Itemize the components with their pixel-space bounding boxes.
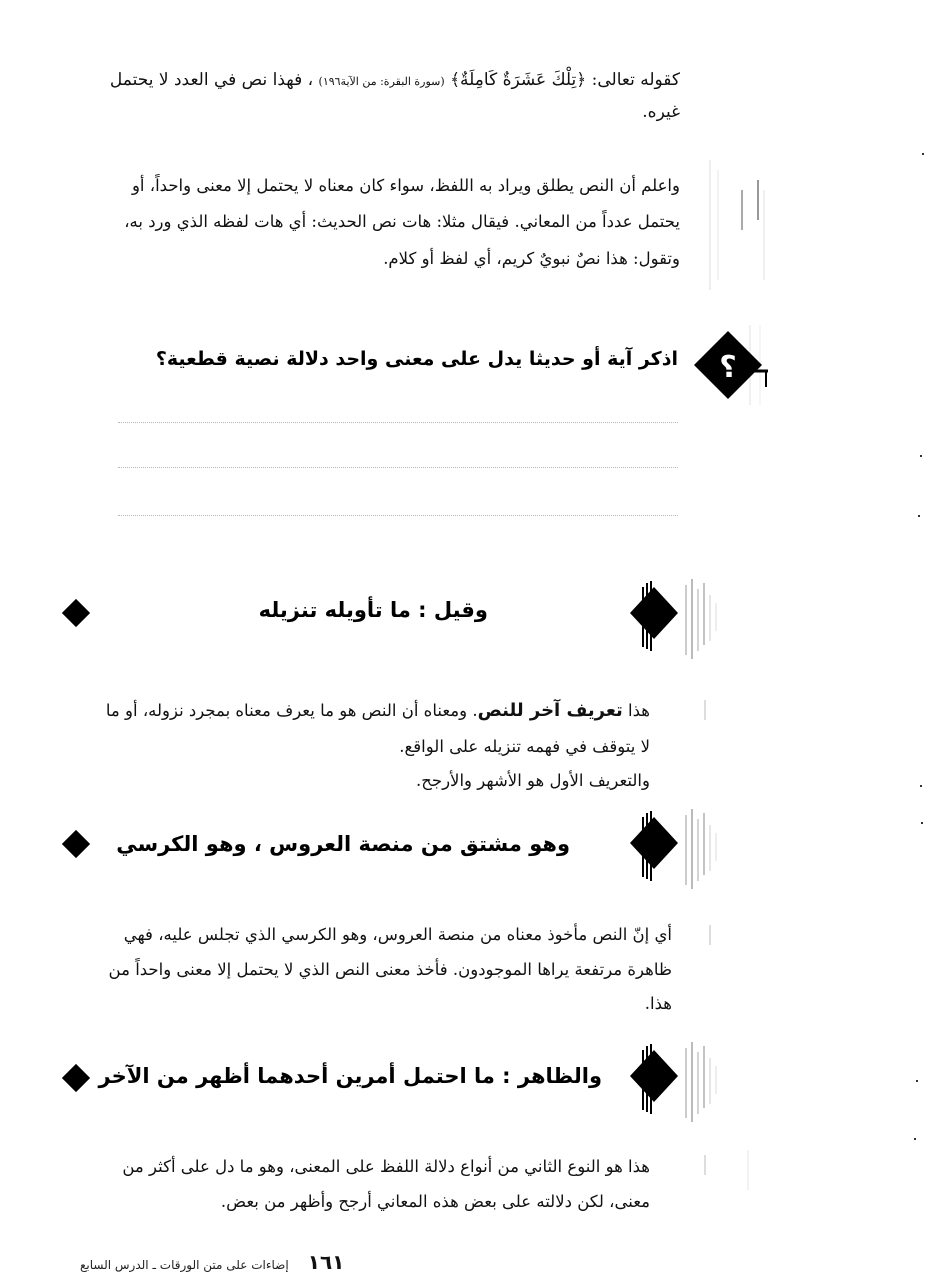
know-paragraph bbox=[80, 168, 680, 277]
section-1-line-1 bbox=[80, 692, 650, 730]
section-2-body bbox=[72, 918, 672, 1022]
scan-speck bbox=[922, 153, 924, 155]
intro-line-1 bbox=[90, 64, 680, 96]
question-prompt: اذكر آية أو حديثا يدل على معنى واحد دلالة نصية قطعية؟ bbox=[155, 348, 678, 370]
page-number: ١٦١ bbox=[307, 1250, 345, 1274]
scan-speck bbox=[921, 822, 923, 824]
intro-line-1-rest: ، فهذا نص في العدد لا يحتمل bbox=[109, 70, 314, 90]
quran-reference: (سورة البقرة: من الآية١٩٦) bbox=[318, 75, 445, 88]
section-marker-icon bbox=[620, 575, 740, 665]
section-1-line-3: والتعريف الأول هو الأشهر والأرجح. bbox=[415, 771, 650, 791]
intro-line-2: غيره. bbox=[642, 102, 680, 123]
margin-rule-marks bbox=[690, 690, 750, 1210]
diamond-bullet-icon bbox=[62, 830, 90, 858]
scan-speck bbox=[920, 785, 922, 787]
question-glyph: ؟ bbox=[719, 350, 737, 385]
section-1-heading: وقيل : ما تأويله تنزيله bbox=[258, 598, 488, 622]
section-3-line-1: هذا هو النوع الثاني من أنواع دلالة اللفظ على المعنى، وهو ما دل على أكثر من bbox=[122, 1157, 650, 1176]
scan-speck bbox=[920, 455, 922, 457]
section-3-line-2: معنى، لكن دلالته على بعض هذه المعاني أرجح وأظهر من بعض. bbox=[220, 1191, 650, 1211]
section-1-line-1-rest: . ومعناه أن النص هو ما يعرف معناه بمجرد نزوله، أو ما bbox=[105, 701, 478, 720]
know-line-1: واعلم أن النص يطلق ويراد به اللفظ، سواء كان معناه لا يحتمل إلا معنى واحداً، أو bbox=[131, 176, 680, 195]
section-2-line-1: أي إنّ النص مأخوذ معناه من منصة العروس، وهو الكرسي الذي تجلس عليه، فهي bbox=[123, 925, 672, 944]
scan-speck bbox=[918, 515, 920, 517]
section-3-heading: والظاهر : ما احتمل أمرين أحدهما أظهر من الآخر bbox=[98, 1064, 602, 1088]
question-mark-icon bbox=[690, 325, 800, 405]
section-2-line-3: هذا. bbox=[644, 994, 672, 1014]
quran-quote: كقوله تعالى: ﴿تِلْكَ عَشَرَةٌ كَامِلَةٌ﴾ bbox=[450, 70, 680, 90]
diamond-bullet-icon bbox=[62, 1064, 90, 1092]
section-1-prefix: هذا bbox=[628, 701, 650, 720]
book-source-line: إضاءات على متن الورقات ـ الدرس السابع bbox=[80, 1258, 289, 1272]
intro-paragraph bbox=[90, 64, 680, 129]
know-line-2: يحتمل عدداً من المعاني. فيقال مثلا: هات نص الحديث: أي هات لفظه الذي ورد به، bbox=[124, 212, 680, 232]
section-3-body bbox=[75, 1150, 650, 1219]
diamond-bullet-icon bbox=[62, 599, 90, 627]
answer-line-1[interactable] bbox=[118, 422, 678, 423]
answer-line-2[interactable] bbox=[118, 467, 678, 468]
scan-speck bbox=[916, 1080, 918, 1082]
section-2-line-2: ظاهرة مرتفعة يراها الموجودون. فأخذ معنى النص الذي لا يحتمل إلا معنى واحداً من bbox=[108, 959, 672, 979]
scan-speck bbox=[914, 1138, 916, 1140]
page-footer bbox=[80, 1250, 344, 1274]
answer-line-3[interactable] bbox=[118, 515, 678, 516]
margin-rule-marks bbox=[700, 160, 780, 300]
section-1-bold-term: تعريف آخر للنص bbox=[477, 700, 623, 721]
section-1-line-2: لا يتوقف في فهمه تنزيله على الواقع. bbox=[399, 736, 650, 756]
section-2-heading: وهو مشتق من منصة العروس ، وهو الكرسي bbox=[116, 832, 570, 856]
section-1-body bbox=[80, 692, 650, 799]
know-line-3: وتقول: هذا نصٌ نبويٌ كريم، أي لفظ أو كلام. bbox=[383, 248, 680, 268]
